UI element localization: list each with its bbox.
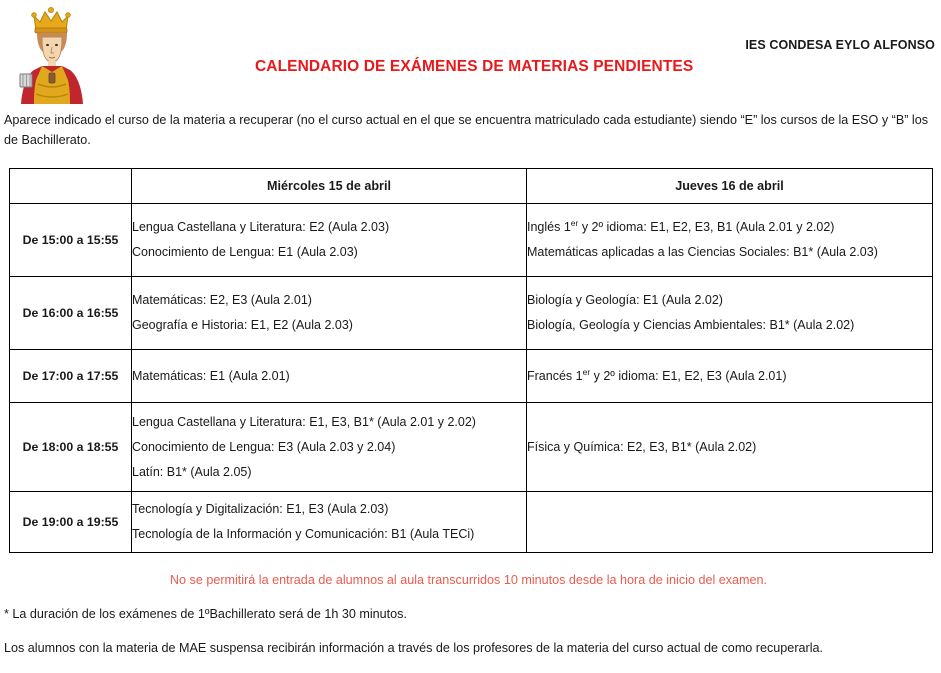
subject-line: Inglés 1er y 2º idioma: E1, E2, E3, B1 (Aula 2.01 y 2.02) (527, 217, 835, 234)
day1-subjects (132, 277, 527, 350)
ordinal-suffix: er (582, 366, 591, 377)
ordinal-suffix: er (570, 217, 579, 228)
intro-paragraph: Aparece indicado el curso de la materia a recuperar (no el curso actual en el que se encuentra matriculado cada estudiante) siendo “E” los cursos de la ESO y “B” los de Bachillerato. (4, 113, 929, 147)
page-title: CALENDARIO DE EXÁMENES DE MATERIAS PENDIENTES (255, 58, 694, 75)
subject-line: Conocimiento de Lengua: E3 (Aula 2.03 y 2.04) (132, 439, 396, 454)
duration-note: * La duración de los exámenes de 1ºBachillerato será de 1h 30 minutos. (4, 607, 407, 621)
subject-line: Tecnología y Digitalización: E1, E3 (Aula 2.03) (132, 502, 389, 516)
time-slot: De 18:00 a 18:55 (10, 403, 132, 492)
subject-line: Francés 1er y 2º idioma: E1, E2, E3 (Aula 2.01) (527, 366, 787, 383)
subject-line: Matemáticas aplicadas a las Ciencias Sociales: B1* (Aula 2.03) (527, 245, 878, 259)
subject-line: Matemáticas: E1 (Aula 2.01) (132, 368, 290, 383)
day1-subjects (132, 492, 527, 553)
subject-line: Tecnología de la Información y Comunicación: B1 (Aula TECi) (132, 527, 475, 541)
column-header-day1: Miércoles 15 de abril (132, 169, 527, 204)
day2-subjects (527, 277, 933, 350)
subject-line: Física y Química: E2, E3, B1* (Aula 2.02) (527, 439, 757, 454)
day2-subjects (527, 403, 933, 492)
day1-subjects (132, 403, 527, 492)
time-slot: De 19:00 a 19:55 (10, 492, 132, 553)
table-row (10, 204, 933, 277)
table-row (10, 350, 933, 403)
day2-subjects (527, 204, 933, 277)
subject-line: Biología, Geología y Ciencias Ambientales: B1* (Aula 2.02) (527, 318, 855, 332)
school-name: IES CONDESA EYLO ALFONSO (745, 38, 935, 52)
document-header (0, 0, 941, 110)
document-footer (0, 573, 941, 655)
time-slot: De 17:00 a 17:55 (10, 350, 132, 403)
subject-line: Lengua Castellana y Literatura: E1, E3, B1* (Aula 2.01 y 2.02) (132, 414, 476, 429)
day2-subjects-empty (527, 492, 933, 553)
time-slot: De 15:00 a 15:55 (10, 204, 132, 277)
entry-warning-note: No se permitirá la entrada de alumnos al aula transcurridos 10 minutos desde la hora de inicio del examen. (169, 573, 768, 587)
subject-line: Lengua Castellana y Literatura: E2 (Aula 2.03) (132, 220, 390, 234)
subject-line: Conocimiento de Lengua: E1 (Aula 2.03) (132, 245, 358, 259)
column-header-day2: Jueves 16 de abril (527, 169, 933, 204)
subject-line: Matemáticas: E2, E3 (Aula 2.01) (132, 293, 312, 307)
column-header-time (10, 169, 132, 204)
table-header-row (10, 169, 933, 204)
subject-line: Biología y Geología: E1 (Aula 2.02) (527, 293, 723, 307)
mae-note: Los alumnos con la materia de MAE suspensa recibirán información a través de los profesores de la materia del curso actual de como recuperarla. (4, 641, 824, 655)
exam-calendar-table (9, 168, 933, 553)
subject-line: Geografía e Historia: E1, E2 (Aula 2.03) (132, 318, 353, 332)
subject-line: Latín: B1* (Aula 2.05) (132, 464, 252, 479)
day2-subjects (527, 350, 933, 403)
exam-calendar-table-wrapper (9, 168, 932, 553)
table-row (10, 403, 933, 492)
table-row (10, 277, 933, 350)
table-row (10, 492, 933, 553)
queen-crest-logo (14, 4, 90, 104)
day1-subjects (132, 350, 527, 403)
day1-subjects (132, 204, 527, 277)
time-slot: De 16:00 a 16:55 (10, 277, 132, 350)
